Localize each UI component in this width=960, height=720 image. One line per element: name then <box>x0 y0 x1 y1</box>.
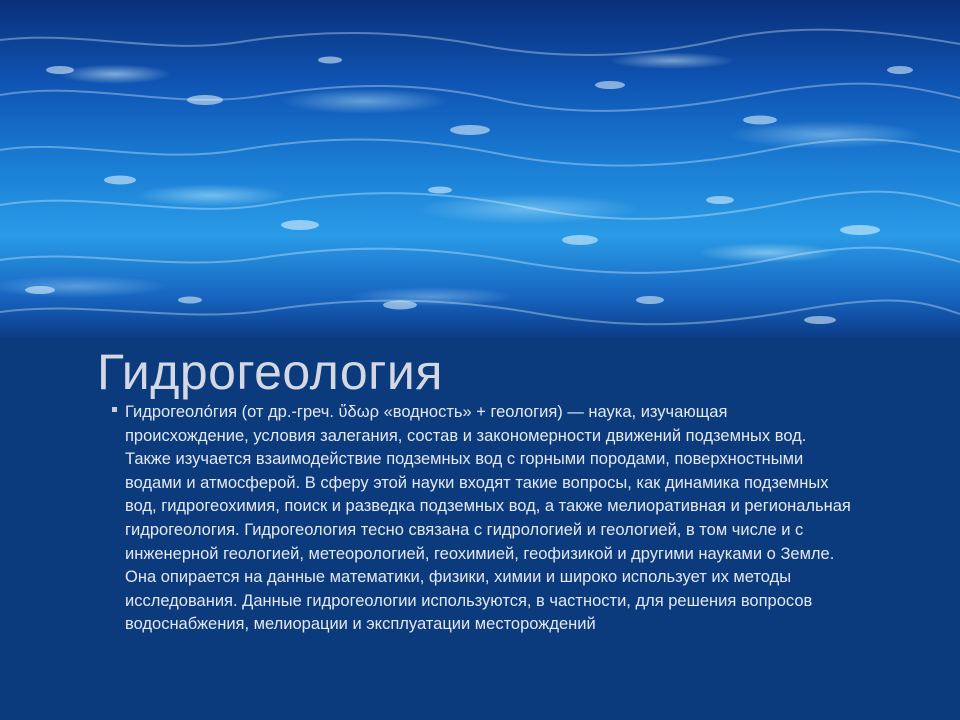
bullet-item <box>112 401 852 637</box>
bullet-text: Гидрогеоло́гия (от др.-греч. ὕδωρ «водность» + геология) — наука, изучающая происхождение, условия залегания, состав и закономерности движений подземных вод. Также изучается взаимодействие подземных вод с горными породами, поверхностными водами и атмосферой. В сферу этой науки входят такие вопросы, как динамика подземных вод, гидрогеохимия, поиск и разведка подземных вод, а также мелиоративная и региональная гидрогеология. Гидрогеология тесно связана с гидрологией и геологией, в том числе и с инженерной геологией, метеорологией, геохимией, геофизикой и другими науками о Земле. Она опирается на данные математики, физики, химии и широко использует их методы исследования. Данные гидрогеологии используются, в частности, для решения вопросов водоснабжения, мелиорации и эксплуатации месторождений <box>125 403 851 634</box>
bullet-marker-icon <box>112 407 117 412</box>
slide-title: Гидрогеология <box>97 344 443 400</box>
water-ripples <box>0 0 960 337</box>
water-photo <box>0 0 960 337</box>
